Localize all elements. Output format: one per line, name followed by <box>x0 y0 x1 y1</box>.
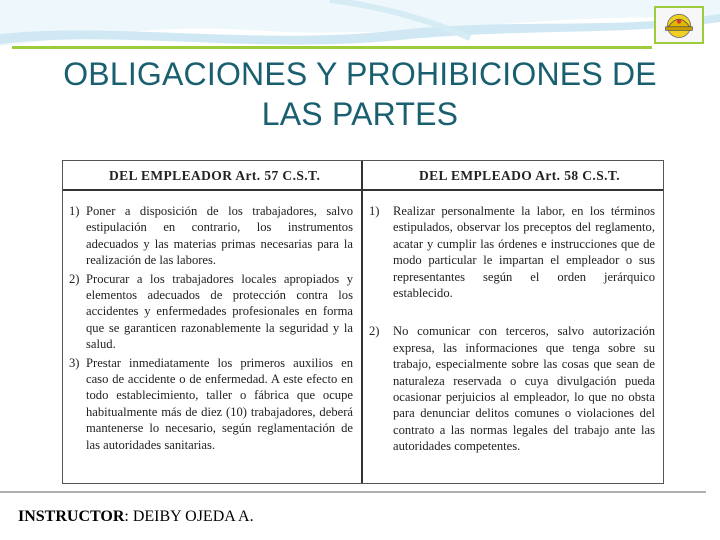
item-text: Procurar a los trabajadores locales apropiados y elementos adecuados de protección contra los accidentes y enfermedades profesionales en forma que se garanticen razonablemente la seguridad y la salud. <box>86 271 353 352</box>
item-number: 3) <box>69 355 80 370</box>
hardhat-logo-icon <box>654 6 704 44</box>
item-number: 1) <box>369 204 380 218</box>
employee-header: DEL EMPLEADO Art. 58 C.S.T. <box>363 161 663 191</box>
employer-header: DEL EMPLEADOR Art. 57 C.S.T. <box>63 161 361 191</box>
item-text: Realizar personalmente la labor, en los términos estipulados, observar los preceptos del reglamento, acatar y cumplir las órdenes e instrucciones que de modo particular le impartan el empleador o sus representantes según el orden jerárquico establecido. <box>393 204 655 301</box>
header-divider <box>12 46 652 49</box>
item-text: Prestar inmediatamente los primeros auxilios en caso de accidente o de enfermedad. A este efecto en todo establecimiento, taller o fábrica que ocupe habitualmente más de diez (10) trabajadores, deberá mantenerse lo necesario, según reglamentación de las autoridades sanitarias. <box>86 355 353 452</box>
list-item <box>69 355 353 453</box>
page-title <box>40 54 680 134</box>
list-item <box>369 323 655 454</box>
item-number: 2) <box>69 271 80 286</box>
item-text: No comunicar con terceros, salvo autorización expresa, las informaciones que tenga sobre su trabajo, especialmente sobre las cosas que sean de naturaleza reservada o cuya divulgación pueda ocasionar perjuicios al empleador, lo que no obsta para denunciar delitos comunes o violaciones del contrato a las normas legales del trabajo ante las autoridades competentes. <box>393 324 655 454</box>
item-number: 1) <box>69 204 80 218</box>
title-line-1: OBLIGACIONES Y PROHIBICIONES DE <box>63 56 657 92</box>
employee-column <box>363 161 663 483</box>
list-item <box>69 271 353 353</box>
item-text: Poner a disposición de los trabajadores, salvo estipulación en contrario, los instrumentos adecuados y las materias primas necesarias para la realización de las labores. <box>86 204 353 268</box>
instructor-label: INSTRUCTOR <box>18 508 125 525</box>
obligations-table <box>62 160 664 484</box>
list-item <box>369 203 655 301</box>
instructor-name: : DEIBY OJEDA A. <box>124 508 254 525</box>
header-swoosh-decoration <box>0 0 720 60</box>
item-number: 2) <box>369 324 380 339</box>
footer-divider <box>0 491 706 493</box>
title-line-2: LAS PARTES <box>261 96 459 132</box>
list-item <box>69 203 353 269</box>
employer-column <box>63 161 363 483</box>
employer-items <box>63 191 361 453</box>
employee-items <box>363 191 663 455</box>
instructor-credit <box>18 508 254 526</box>
